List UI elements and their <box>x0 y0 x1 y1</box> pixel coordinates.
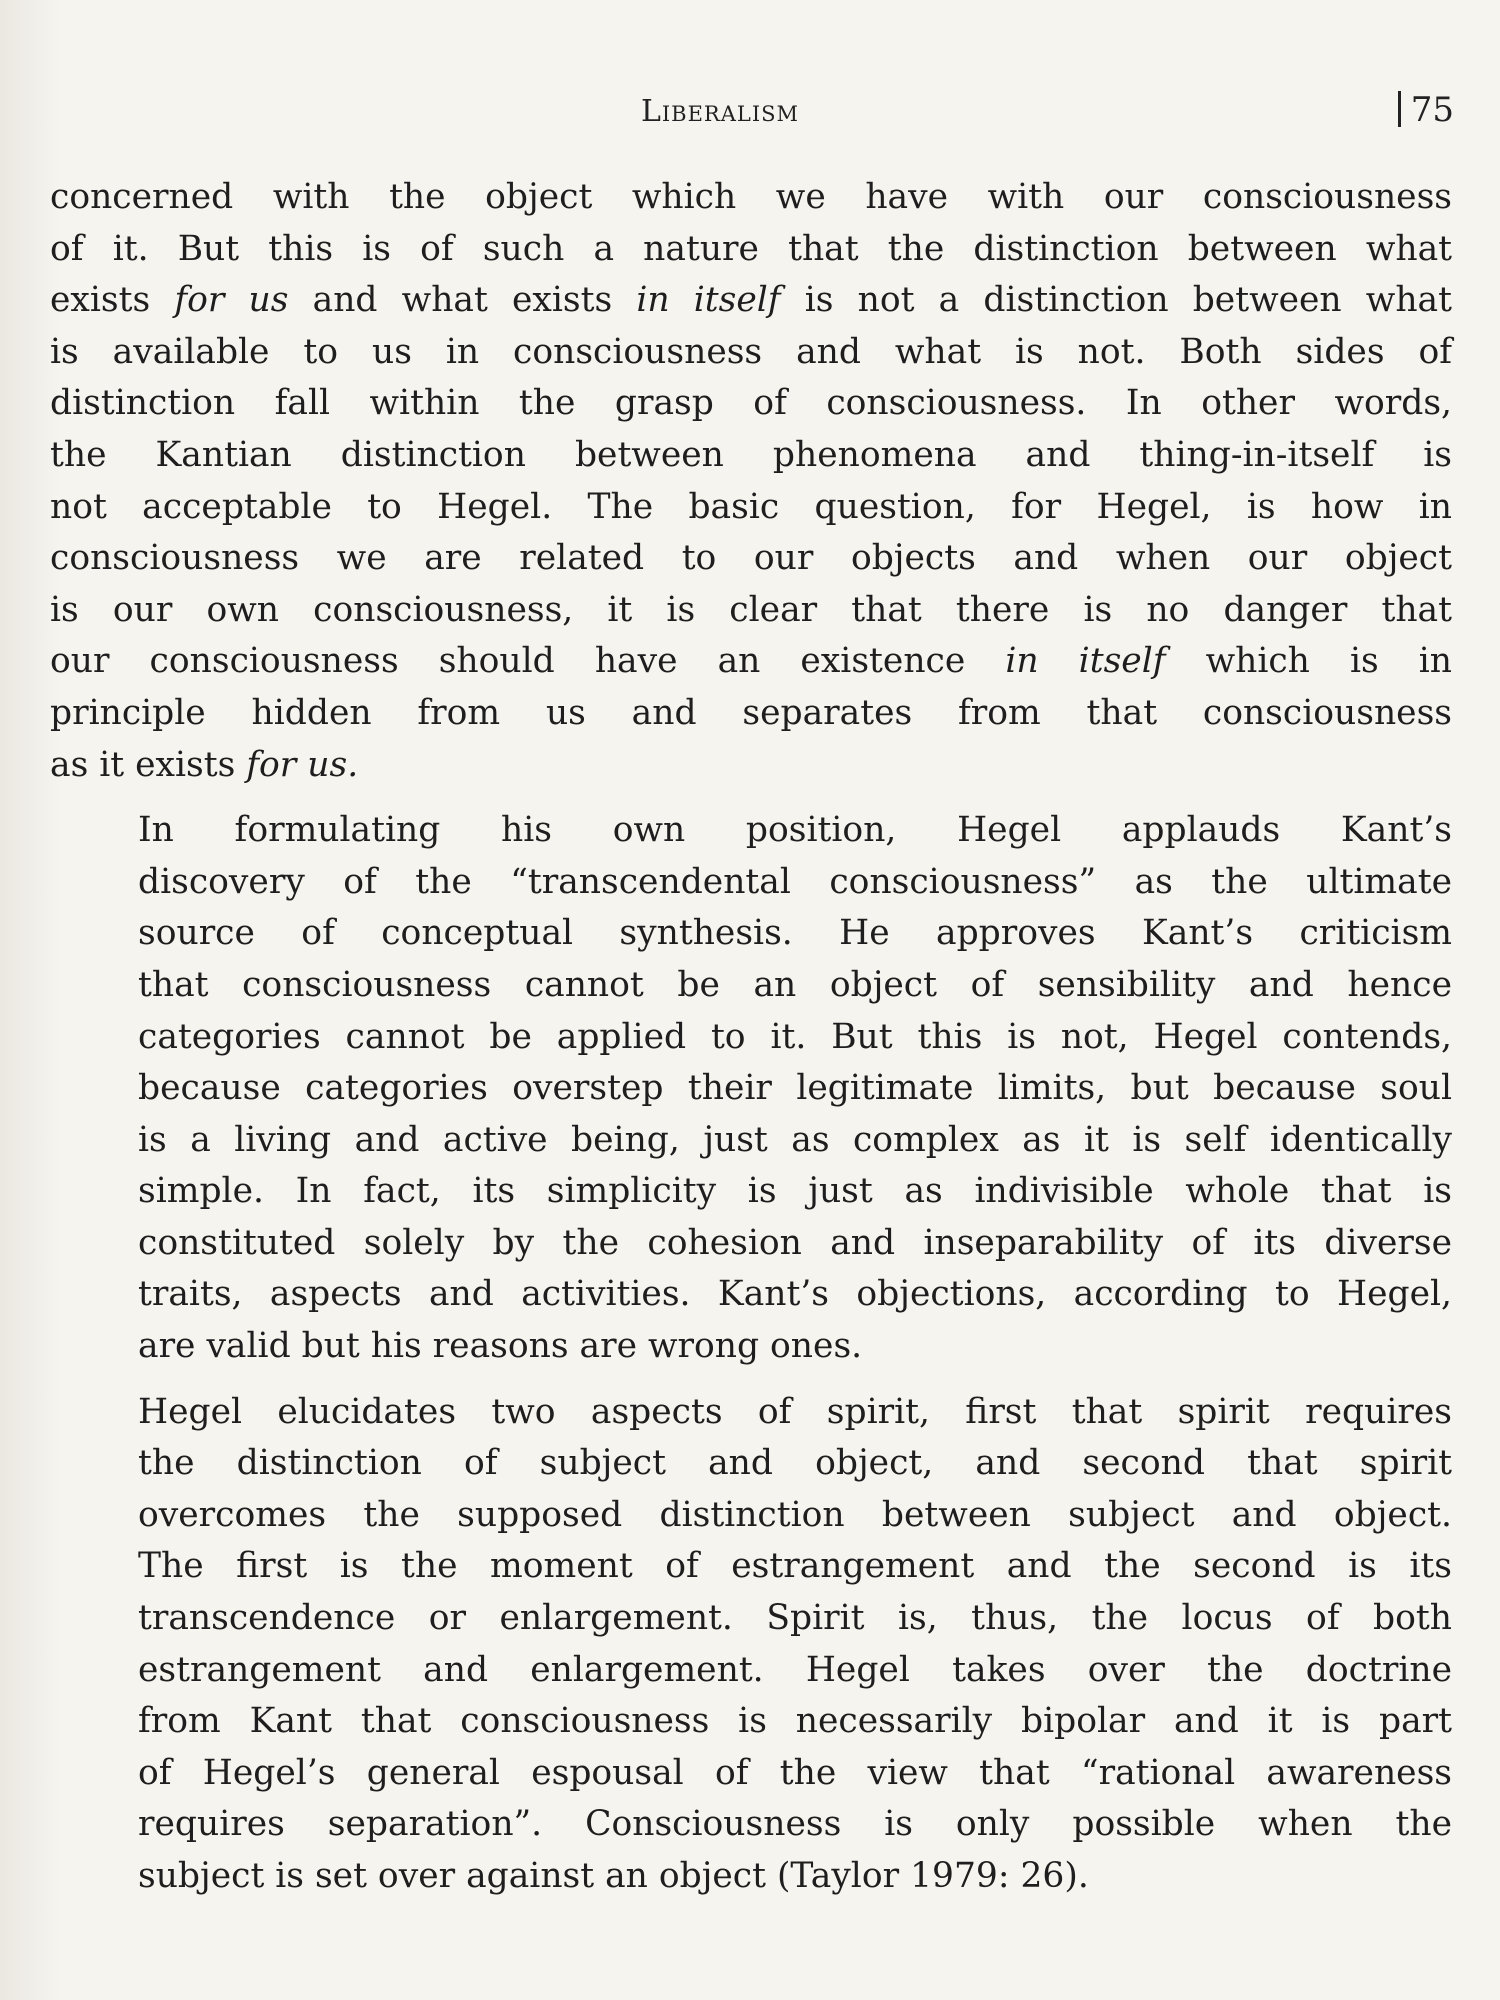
text-line: the Kantian distinction between phenomena and thing-in-itself is <box>50 434 1452 475</box>
text-line: as it exists for us. <box>50 744 359 785</box>
text-line: discovery of the “transcendental consciousness” as the ultimate <box>138 861 1452 902</box>
text-line: not acceptable to Hegel. The basic question, for Hegel, is how in <box>50 486 1452 527</box>
page-number-value: 75 <box>1410 90 1454 130</box>
italic-phrase: in itself <box>636 280 781 321</box>
text-line: The first is the moment of estrangement and the second is its <box>138 1546 1452 1587</box>
italic-phrase: in itself <box>1005 641 1166 682</box>
italic-phrase: for us. <box>246 744 359 785</box>
text-line: concerned with the object which we have with our consciousness <box>50 177 1452 217</box>
paragraph <box>50 805 1452 1373</box>
running-head <box>0 90 1500 130</box>
folio-rule <box>1398 91 1401 127</box>
text-line: overcomes the supposed distinction between subject and object. <box>138 1494 1452 1535</box>
text-line: is available to us in consciousness and what is not. Both sides of <box>50 331 1452 372</box>
text-line: estrangement and enlargement. Hegel takes over the doctrine <box>138 1649 1452 1690</box>
text-line: distinction fall within the grasp of consciousness. In other words, <box>50 383 1452 424</box>
text-line: subject is set over against an object (Taylor 1979: 26). <box>138 1856 1089 1896</box>
text-line: from Kant that consciousness is necessarily bipolar and it is part <box>138 1701 1452 1742</box>
text-line: that consciousness cannot be an object of sensibility and hence <box>138 964 1452 1005</box>
italic-phrase: for us <box>174 280 289 321</box>
running-title: Liberalism <box>640 94 800 129</box>
text-line: source of conceptual synthesis. He approves Kant’s criticism <box>138 913 1452 954</box>
text-line: because categories overstep their legitimate limits, but because soul <box>138 1068 1452 1109</box>
text-line: are valid but his reasons are wrong ones. <box>138 1326 863 1367</box>
text-line: requires separation”. Consciousness is only possible when the <box>138 1804 1452 1845</box>
text-line: is a living and active being, just as complex as it is self identically <box>138 1119 1452 1160</box>
text-line: Hegel elucidates two aspects of spirit, first that spirit requires <box>138 1391 1452 1432</box>
text-line: is our own consciousness, it is clear that there is no danger that <box>50 589 1452 630</box>
text-line: of Hegel’s general espousal of the view that “rational awareness <box>138 1752 1452 1793</box>
page-number <box>1398 90 1454 130</box>
text-line: the distinction of subject and object, and second that spirit <box>138 1443 1452 1484</box>
text-line: of it. But this is of such a nature that the distinction between what <box>50 228 1452 269</box>
paragraph <box>50 172 1452 791</box>
text-line: traits, aspects and activities. Kant’s objections, according to Hegel, <box>138 1274 1452 1315</box>
text-line: exists for us and what exists in itself is not a distinction between what <box>50 280 1452 321</box>
paragraph <box>50 1387 1452 1903</box>
text-line: principle hidden from us and separates from that consciousness <box>50 692 1452 733</box>
body-text <box>50 172 1452 1917</box>
text-line: constituted solely by the cohesion and inseparability of its diverse <box>138 1222 1452 1263</box>
text-line: In formulating his own position, Hegel applauds Kant’s <box>138 810 1452 851</box>
text-line: transcendence or enlargement. Spirit is, thus, the locus of both <box>138 1598 1452 1639</box>
text-line: consciousness we are related to our objects and when our object <box>50 538 1452 579</box>
text-line: categories cannot be applied to it. But this is not, Hegel contends, <box>138 1016 1452 1057</box>
text-line: our consciousness should have an existence in itself which is in <box>50 641 1453 682</box>
text-line: simple. In fact, its simplicity is just as indivisible whole that is <box>138 1171 1452 1212</box>
